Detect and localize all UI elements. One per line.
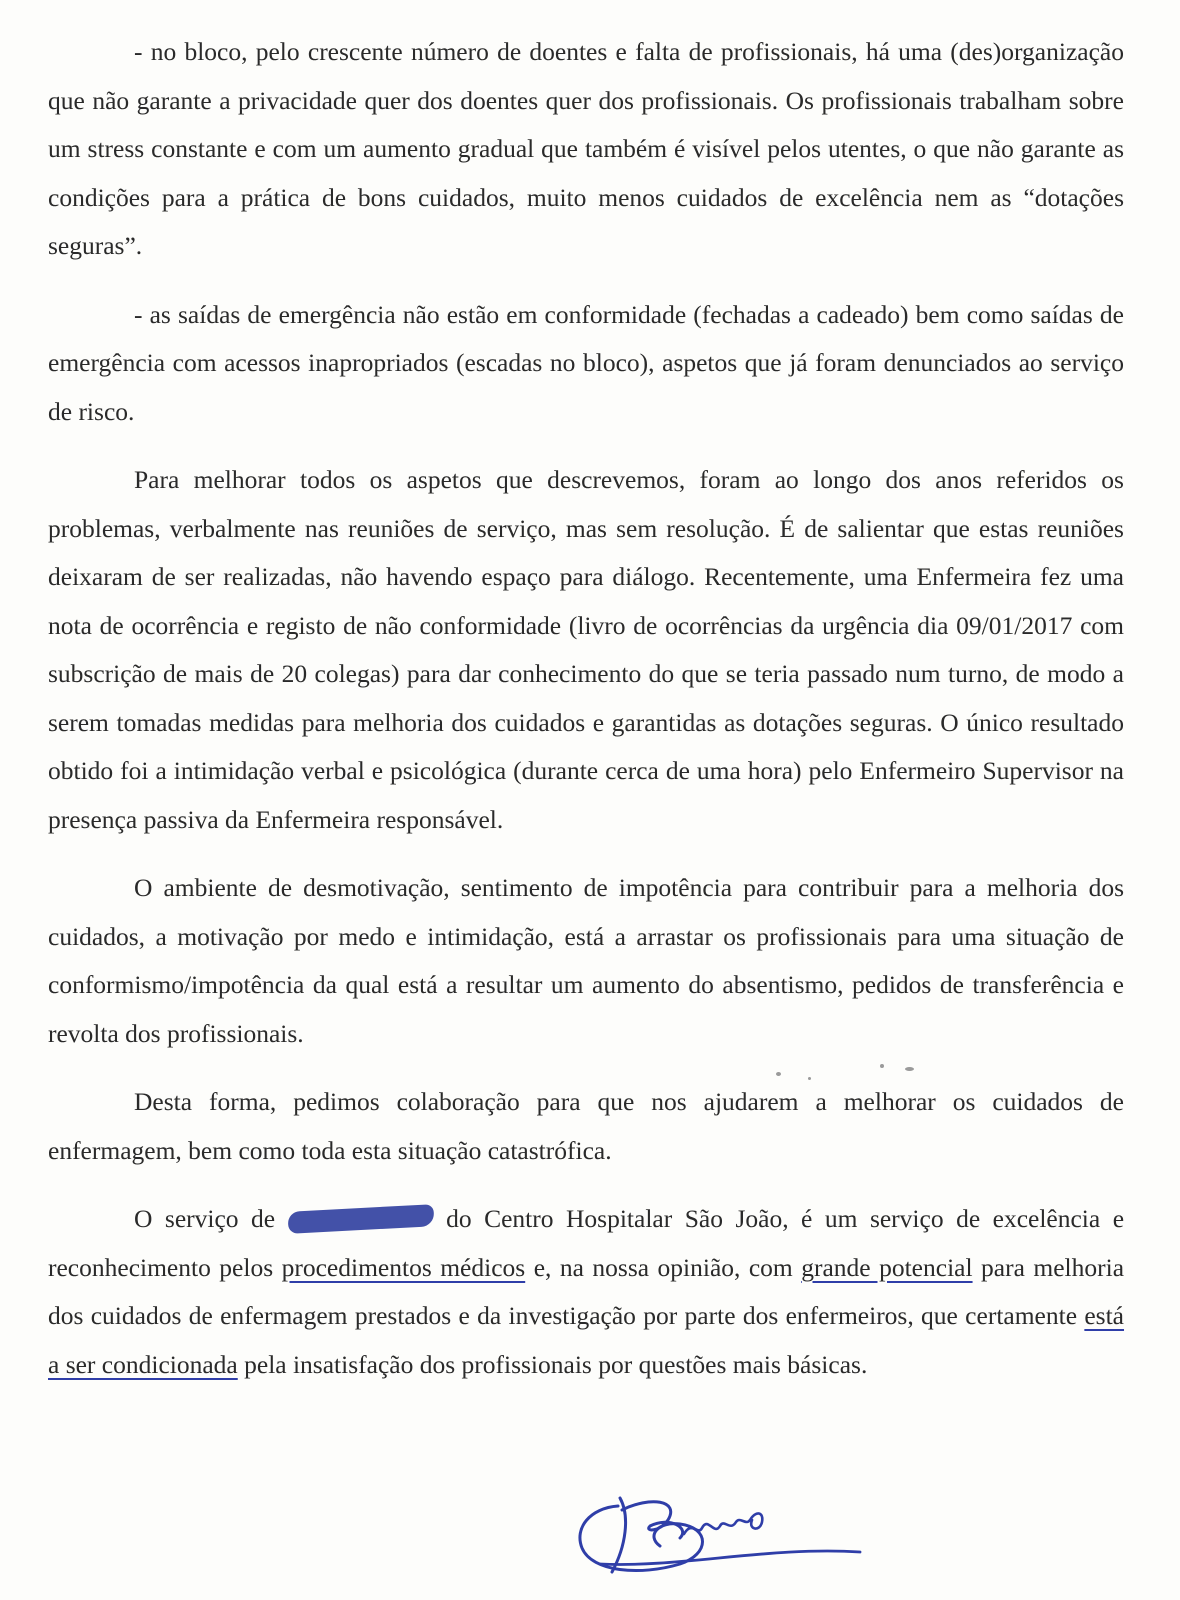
underlined-conditioned: está a ser condicionada — [48, 1301, 1125, 1379]
redaction-mark — [287, 1204, 434, 1234]
paragraph-request-collaboration: Desta forma, pedimos colaboração para que nos ajudarem a melhorar os cuidados de enfermagem, bem como toda esta situação catastrófica. — [48, 1087, 1124, 1165]
text-segment: O serviço de — [134, 1204, 276, 1233]
text-segment: para melhoria dos cuidados de enfermagem prestados e da investigação por parte dos enfermeiros, que certamente — [48, 1252, 1125, 1330]
paragraph-meetings-incident: Para melhorar todos os aspetos que descrevemos, foram ao longo dos anos referidos os problemas, verbalmente nas reuniões de serviço, mas sem resolução. É de salientar que estas reuniões deixaram de ser realizadas, não havendo espaço para diálogo. Recentemente, uma Enfermeira fez uma nota de ocorrência e registo de não conformidade (livro de ocorrências da urgência dia 09/01/2017 com subscrição de mais de 20 colegas) para dar conhecimento do que se teria passado num turno, de modo a serem tomadas medidas para melhoria dos cuidados e garantidas as dotações seguras. O único resultado obtido foi a intimidação verbal e psicológica (durante cerca de uma hora) pelo Enfermeiro Supervisor na presença passiva da Enfermeira responsável. — [48, 465, 1124, 834]
underlined-potential: grande potencial — [801, 1252, 973, 1282]
text-segment: do Centro Hospitalar São João, é um serviço de excelência e reconhecimento pelos — [48, 1204, 1125, 1282]
underlined-procedures: procedimentos médicos — [281, 1252, 526, 1282]
paragraph-block-surgery: - no bloco, pelo crescente número de doentes e falta de profissionais, há uma (des)organização que não garante a privacidade quer dos doentes quer dos profissionais. Os profissionais trabalham sobre um stress constante e com um aumento gradual que também é visível pelos utentes, o que não garante as condições para a prática de bons cuidados, muito menos cuidados de excelência nem as “dotações seguras”. — [48, 37, 1124, 260]
paragraph-service-excellence — [48, 1195, 1124, 1389]
handwritten-signature-icon — [560, 1476, 880, 1586]
text-segment: pela insatisfação dos profissionais por questões mais básicas. — [244, 1349, 868, 1379]
text-segment: e, na nossa opinião, com — [533, 1252, 793, 1282]
paragraph-demotivation: O ambiente de desmotivação, sentimento de impotência para contribuir para a melhoria dos cuidados, a motivação por medo e intimidação, está a arrastar os profissionais para uma situação de conformismo/impotência da qual está a resultar um aumento do absentismo, pedidos de transferência e revolta dos profissionais. — [48, 873, 1124, 1048]
paragraph-emergency-exits: - as saídas de emergência não estão em conformidade (fechadas a cadeado) bem como saídas de emergência com acessos inapropriados (escadas no bloco), aspetos que já foram denunciados ao serviço de risco. — [48, 299, 1124, 426]
